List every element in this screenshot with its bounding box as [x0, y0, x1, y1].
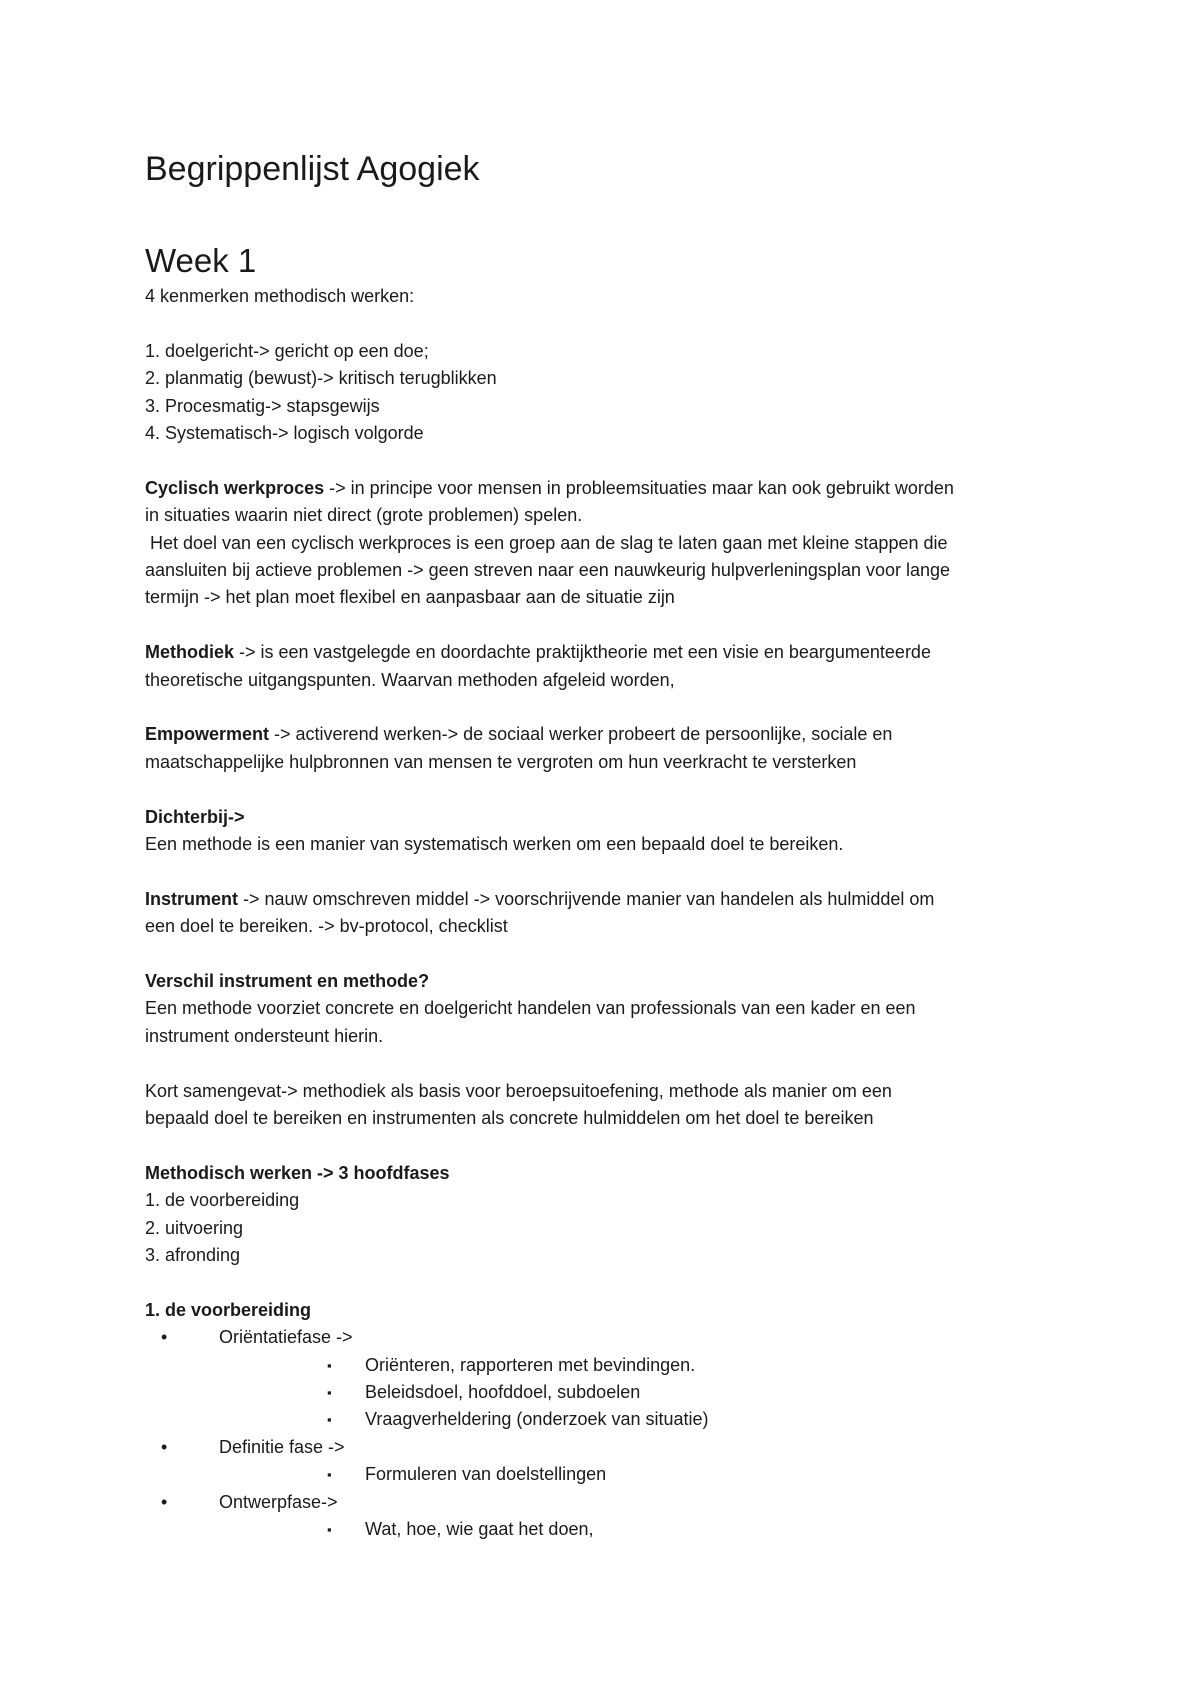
kenmerk-item: 4. Systematisch-> logisch volgorde [145, 423, 424, 444]
sub-item [145, 1352, 1075, 1379]
kenmerken-intro: 4 kenmerken methodisch werken: [145, 286, 415, 306]
empowerment-term: Empowerment [145, 724, 270, 745]
hoofdfase-item: 2. uitvoering [145, 1217, 244, 1238]
phase-item [145, 1489, 1075, 1516]
phase-label: Oriëntatiefase -> [219, 1327, 353, 1348]
methodiek-paragraph [145, 639, 1075, 666]
cyclisch-paragraph [145, 475, 1075, 502]
kenmerk-item: 3. Procesmatig-> stapsgewijs [145, 395, 380, 416]
methodiek-text: -> is een vastgelegde en doordachte praktijktheorie met een visie en beargumenteerde [234, 642, 931, 663]
verschil-line: Een methode voorziet concrete en doelgericht handelen van professionals van een kader en een [145, 998, 916, 1019]
kenmerk-item: 1. doelgericht-> gericht op een doe; [145, 340, 429, 361]
sub-item-label: Formuleren van doelstellingen [365, 1464, 607, 1485]
instrument-line: een doel te bereiken. -> bv-protocol, checklist [145, 916, 508, 937]
empowerment-paragraph [145, 721, 1075, 748]
sub-item [145, 1379, 1075, 1406]
sub-item-label: Beleidsdoel, hoofddoel, subdoelen [365, 1382, 641, 1403]
hoofdfase-item: 3. afronding [145, 1245, 241, 1266]
cyclisch-line: Het doel van een cyclisch werkproces is een groep aan de slag te laten gaan met kleine stappen die [145, 532, 948, 553]
hoofdfase-item: 1. de voorbereiding [145, 1190, 300, 1211]
instrument-paragraph [145, 886, 1075, 913]
bullet-square-icon: ▪ [327, 1467, 332, 1483]
cyclisch-line: aansluiten bij actieve problemen -> geen streven naar een nauwkeurig hulpverleningsplan voor lange [145, 560, 951, 581]
cyclisch-line: termijn -> het plan moet flexibel en aanpasbaar aan de situatie zijn [145, 587, 675, 608]
bullet-dot-icon: • [161, 1491, 168, 1512]
bullet-square-icon: ▪ [327, 1385, 332, 1401]
dichterbij-line: Een methode is een manier van systematisch werken om een bepaald doel te bereiken. [145, 834, 844, 855]
verschil-term: Verschil instrument en methode? [145, 971, 430, 992]
hoofdfases-term: Methodisch werken -> 3 hoofdfases [145, 1162, 450, 1183]
kort-line: bepaald doel te bereiken en instrumenten als concrete hulmiddelen om het doel te bereiken [145, 1108, 874, 1129]
bullet-dot-icon: • [161, 1436, 168, 1457]
methodiek-line: theoretische uitgangspunten. Waarvan methoden afgeleid worden, [145, 669, 675, 690]
bullet-square-icon: ▪ [327, 1522, 332, 1538]
bullet-dot-icon: • [161, 1327, 168, 1348]
phase-item [145, 1324, 1075, 1351]
sub-item-label: Wat, hoe, wie gaat het doen, [365, 1519, 594, 1540]
document-body [145, 283, 1075, 1543]
empowerment-text: -> activerend werken-> de sociaal werker probeert de persoonlijke, sociale en [269, 724, 893, 745]
phase-label: Definitie fase -> [219, 1436, 345, 1457]
voorbereiding-term: 1. de voorbereiding [145, 1299, 312, 1320]
empowerment-line: maatschappelijke hulpbronnen van mensen te vergroten om hun veerkracht te versterken [145, 751, 857, 772]
document-title: Begrippenlijst Agogiek [145, 150, 480, 188]
dichterbij-term: Dichterbij-> [145, 806, 245, 827]
methodiek-term: Methodiek [145, 642, 235, 663]
week-heading: Week 1 [145, 242, 257, 279]
sub-item-label: Oriënteren, rapporteren met bevindingen. [365, 1354, 696, 1375]
sub-item [145, 1406, 1075, 1433]
cyclisch-term: Cyclisch werkproces [145, 477, 325, 498]
bullet-square-icon: ▪ [327, 1357, 332, 1373]
sub-item [145, 1516, 1075, 1543]
sub-item-label: Vraagverheldering (onderzoek van situatie) [365, 1409, 709, 1430]
instrument-term: Instrument [145, 888, 239, 909]
instrument-text: -> nauw omschreven middel -> voorschrijvende manier van handelen als hulmiddel om [238, 888, 935, 909]
phase-item [145, 1434, 1075, 1461]
sub-item [145, 1461, 1075, 1488]
bullet-square-icon: ▪ [327, 1412, 332, 1428]
kenmerk-item: 2. planmatig (bewust)-> kritisch terugblikken [145, 368, 497, 389]
phase-label: Ontwerpfase-> [219, 1491, 338, 1512]
verschil-line: instrument ondersteunt hierin. [145, 1025, 384, 1046]
cyclisch-text: -> in principe voor mensen in probleemsituaties maar kan ook gebruikt worden [324, 477, 954, 498]
cyclisch-line: in situaties waarin niet direct (grote problemen) spelen. [145, 505, 583, 526]
kort-line: Kort samengevat-> methodiek als basis voor beroepsuitoefening, methode als manier om een [145, 1080, 892, 1101]
